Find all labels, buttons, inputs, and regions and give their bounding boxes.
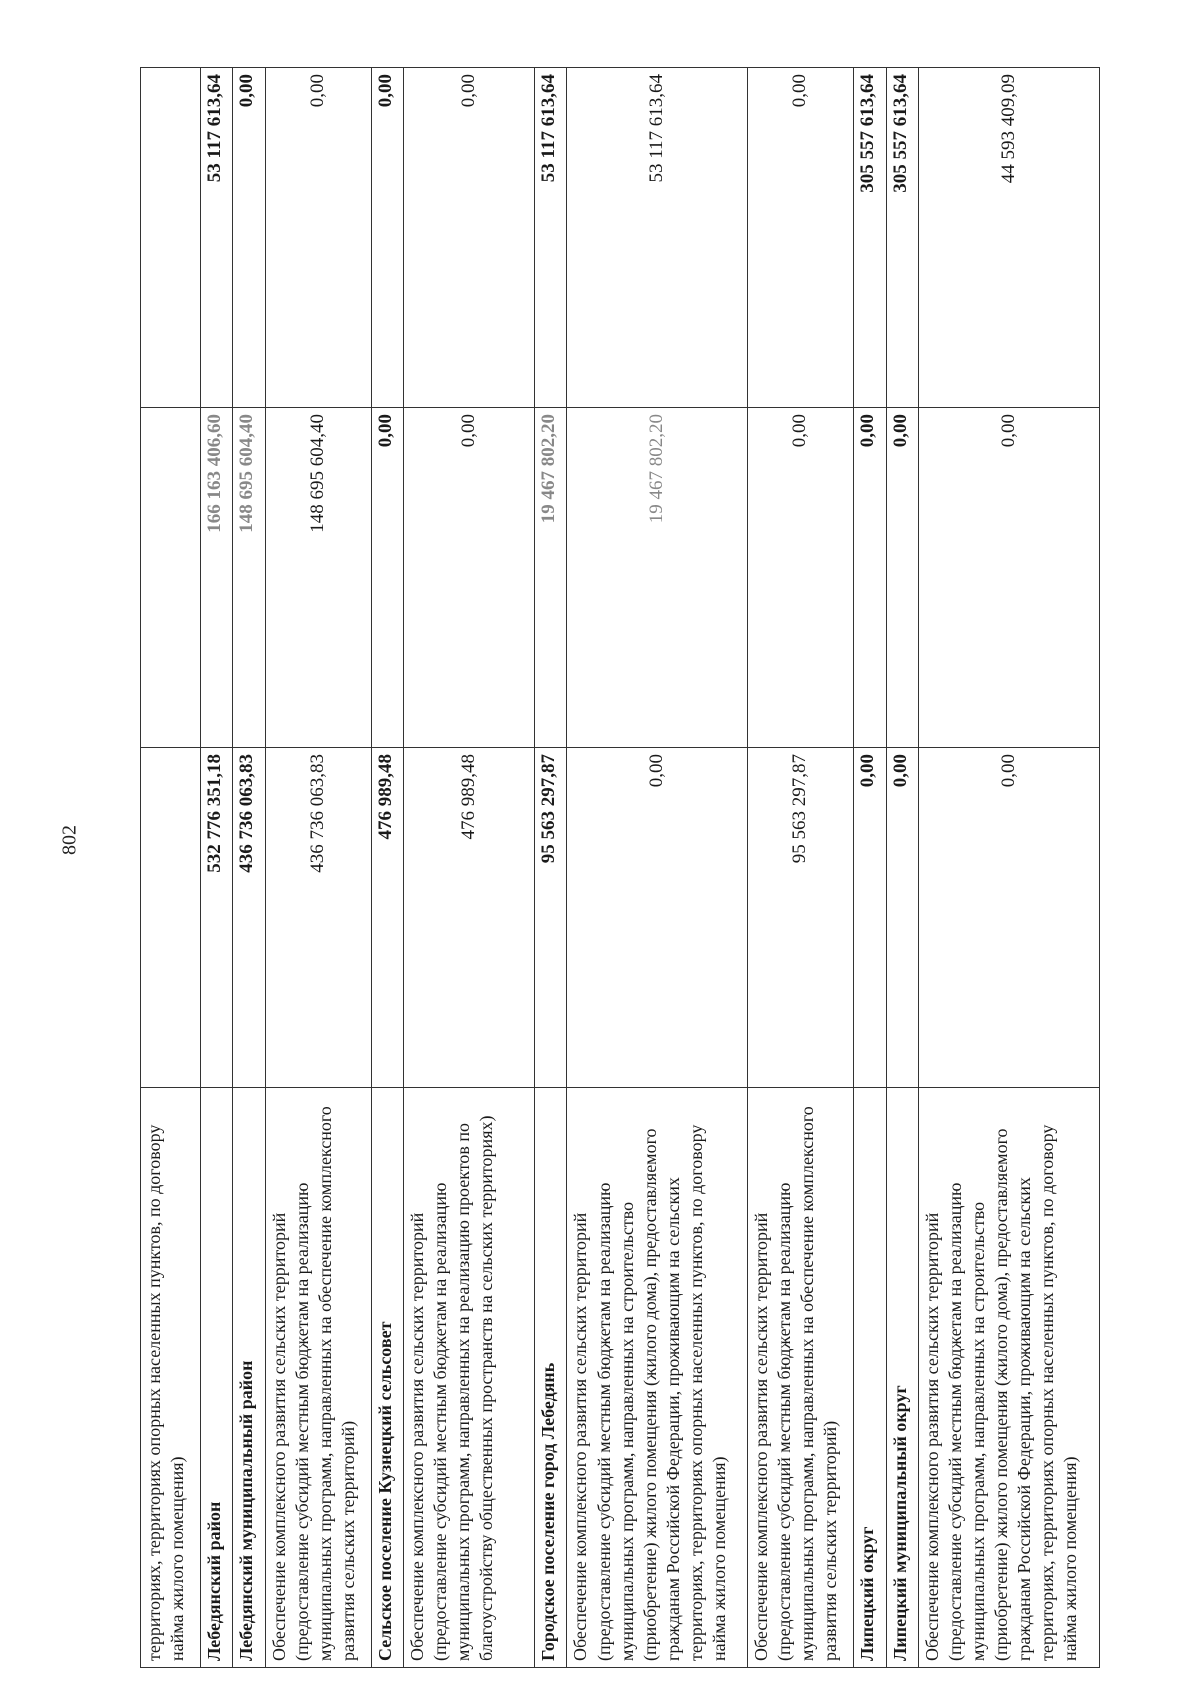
rotated-table-container — [140, 68, 1100, 1668]
value-2025-cell: 0,00 — [853, 408, 886, 748]
value-2026-cell — [141, 68, 201, 408]
table-body — [141, 68, 1100, 1668]
value-2024-cell: 95 563 297,87 — [748, 748, 854, 1088]
table-row — [748, 68, 854, 1668]
page-number: 802 — [58, 825, 81, 855]
row-name-cell: территориях, территориях опорных населенных пунктов, по договору найма жилого помещения) — [141, 1088, 201, 1668]
value-2024-cell: 0,00 — [886, 748, 919, 1088]
value-2024-cell: 436 736 063,83 — [233, 748, 266, 1088]
value-2025-cell: 19 467 802,20 — [534, 408, 567, 748]
value-2026-cell: 305 557 613,64 — [853, 68, 886, 408]
value-2024-cell: 476 989,48 — [371, 748, 404, 1088]
value-2025-cell: 166 163 406,60 — [200, 408, 233, 748]
table-row — [233, 68, 266, 1668]
value-2024-cell: 95 563 297,87 — [534, 748, 567, 1088]
value-2025-cell: 0,00 — [886, 408, 919, 748]
table-row — [404, 68, 535, 1668]
budget-table — [140, 67, 1100, 1668]
value-2025-cell: 148 695 604,40 — [266, 408, 372, 748]
table-row — [919, 68, 1100, 1668]
row-name-cell: Обеспечение комплексного развития сельских территорий (предоставление субсидий местным бюджетам на реализацию муниципальных программ, направленных на строительство (приобретение) жилого помещения (жилого дома), предоставляемого гражданам Российской Федерации, проживающим на сельских территориях, территориях опорных населенных пунктов, по договору найма жилого помещения) — [567, 1088, 748, 1668]
table-row — [567, 68, 748, 1668]
row-name-cell: Лебедянский муниципальный район — [233, 1088, 266, 1668]
row-name-cell: Сельское поселение Кузнецкий сельсовет — [371, 1088, 404, 1668]
value-2026-cell: 53 117 613,64 — [200, 68, 233, 408]
value-2026-cell: 53 117 613,64 — [567, 68, 748, 408]
value-2026-cell: 0,00 — [748, 68, 854, 408]
row-name-cell: Лебедянский район — [200, 1088, 233, 1668]
table-row — [200, 68, 233, 1668]
row-name-cell: Обеспечение комплексного развития сельских территорий (предоставление субсидий местным бюджетам на реализацию муниципальных программ, направленных на строительство (приобретение) жилого помещения (жилого дома), предоставляемого гражданам Российской Федерации, проживающим на сельских территориях, территориях опорных населенных пунктов, по договору найма жилого помещения) — [919, 1088, 1100, 1668]
value-2026-cell: 0,00 — [233, 68, 266, 408]
value-2026-cell: 305 557 613,64 — [886, 68, 919, 408]
table-row — [371, 68, 404, 1668]
value-2026-cell: 44 593 409,09 — [919, 68, 1100, 408]
value-2025-cell: 0,00 — [748, 408, 854, 748]
table-row — [141, 68, 201, 1668]
table-row — [886, 68, 919, 1668]
table-row — [534, 68, 567, 1668]
value-2024-cell: 436 736 063,83 — [266, 748, 372, 1088]
value-2024-cell: 0,00 — [567, 748, 748, 1088]
value-2026-cell: 0,00 — [371, 68, 404, 408]
value-2024-cell: 0,00 — [919, 748, 1100, 1088]
value-2025-cell: 19 467 802,20 — [567, 408, 748, 748]
value-2026-cell: 0,00 — [266, 68, 372, 408]
value-2026-cell: 0,00 — [404, 68, 535, 408]
value-2024-cell: 476 989,48 — [404, 748, 535, 1088]
table-row — [853, 68, 886, 1668]
value-2024-cell — [141, 748, 201, 1088]
row-name-cell: Липецкий муниципальный округ — [886, 1088, 919, 1668]
row-name-cell: Обеспечение комплексного развития сельских территорий (предоставление субсидий местным бюджетам на реализацию муниципальных программ, направленных на реализацию проектов по благоустройству общественных пространств на сельских территориях) — [404, 1088, 535, 1668]
value-2024-cell: 0,00 — [853, 748, 886, 1088]
value-2025-cell — [141, 408, 201, 748]
value-2025-cell: 0,00 — [919, 408, 1100, 748]
row-name-cell: Обеспечение комплексного развития сельских территорий (предоставление субсидий местным бюджетам на реализацию муниципальных программ, направленных на обеспечение комплексного развития сельских территорий) — [748, 1088, 854, 1668]
table-row — [266, 68, 372, 1668]
value-2024-cell: 532 776 351,18 — [200, 748, 233, 1088]
value-2026-cell: 53 117 613,64 — [534, 68, 567, 408]
value-2025-cell: 0,00 — [371, 408, 404, 748]
value-2025-cell: 0,00 — [404, 408, 535, 748]
row-name-cell: Обеспечение комплексного развития сельских территорий (предоставление субсидий местным бюджетам на реализацию муниципальных программ, направленных на обеспечение комплексного развития сельских территорий) — [266, 1088, 372, 1668]
row-name-cell: Липецкий округ — [853, 1088, 886, 1668]
row-name-cell: Городское поселение город Лебедянь — [534, 1088, 567, 1668]
value-2025-cell: 148 695 604,40 — [233, 408, 266, 748]
